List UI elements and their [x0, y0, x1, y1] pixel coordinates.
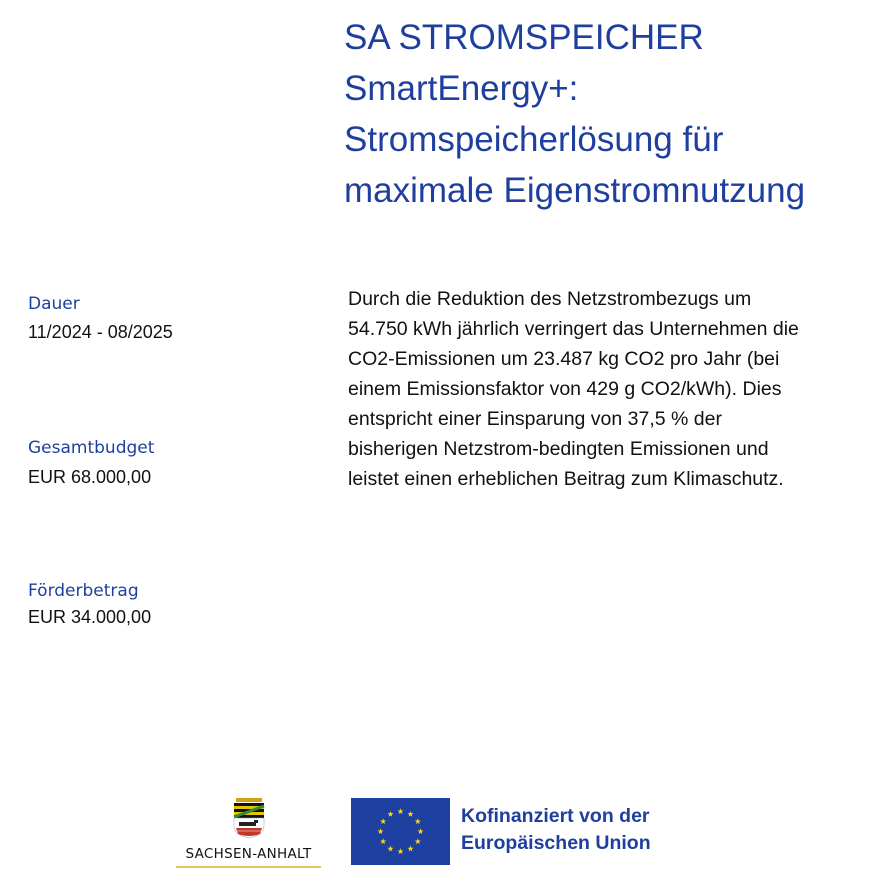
total-budget-label: Gesamtbudget — [28, 438, 155, 458]
title-line: maximale Eigenstromnutzung — [344, 171, 806, 210]
description-line: entspricht einer Einsparung von 37,5 % der — [348, 408, 722, 430]
description-line: Durch die Reduktion des Netzstrombezugs um — [348, 288, 752, 310]
title-line: SA STROMSPEICHER — [344, 18, 704, 57]
eu-text-line: Europäischen Union — [461, 832, 651, 854]
title-line: Stromspeicherlösung für — [344, 120, 724, 159]
description-line: leistet einen erheblichen Beitrag zum Klimaschutz. — [348, 468, 784, 490]
description-line: bisherigen Netzstrom-bedingten Emissionen und — [348, 438, 769, 460]
project-title — [344, 12, 874, 216]
title-line: SmartEnergy+: — [344, 69, 579, 108]
eu-text-line: Kofinanziert von der — [461, 805, 650, 827]
funding-amount-value: EUR 34.000,00 — [28, 607, 152, 627]
state-name: SACHSEN-ANHALT — [185, 846, 312, 862]
state-underline — [176, 866, 321, 868]
description-line: CO2-Emissionen um 23.487 kg CO2 pro Jahr (bei — [348, 348, 780, 370]
duration-label: Dauer — [28, 294, 80, 314]
eu-cofunding-text — [461, 803, 651, 857]
duration-value: 11/2024 - 08/2025 — [28, 322, 173, 342]
project-description — [348, 284, 878, 494]
description-line: 54.750 kWh jährlich verringert das Unternehmen die — [348, 318, 799, 340]
funding-amount-label: Förderbetrag — [28, 581, 139, 601]
description-line: einem Emissionsfaktor von 429 g CO2/kWh). Dies — [348, 378, 782, 400]
eu-flag-icon — [351, 798, 450, 865]
total-budget-value: EUR 68.000,00 — [28, 467, 152, 487]
